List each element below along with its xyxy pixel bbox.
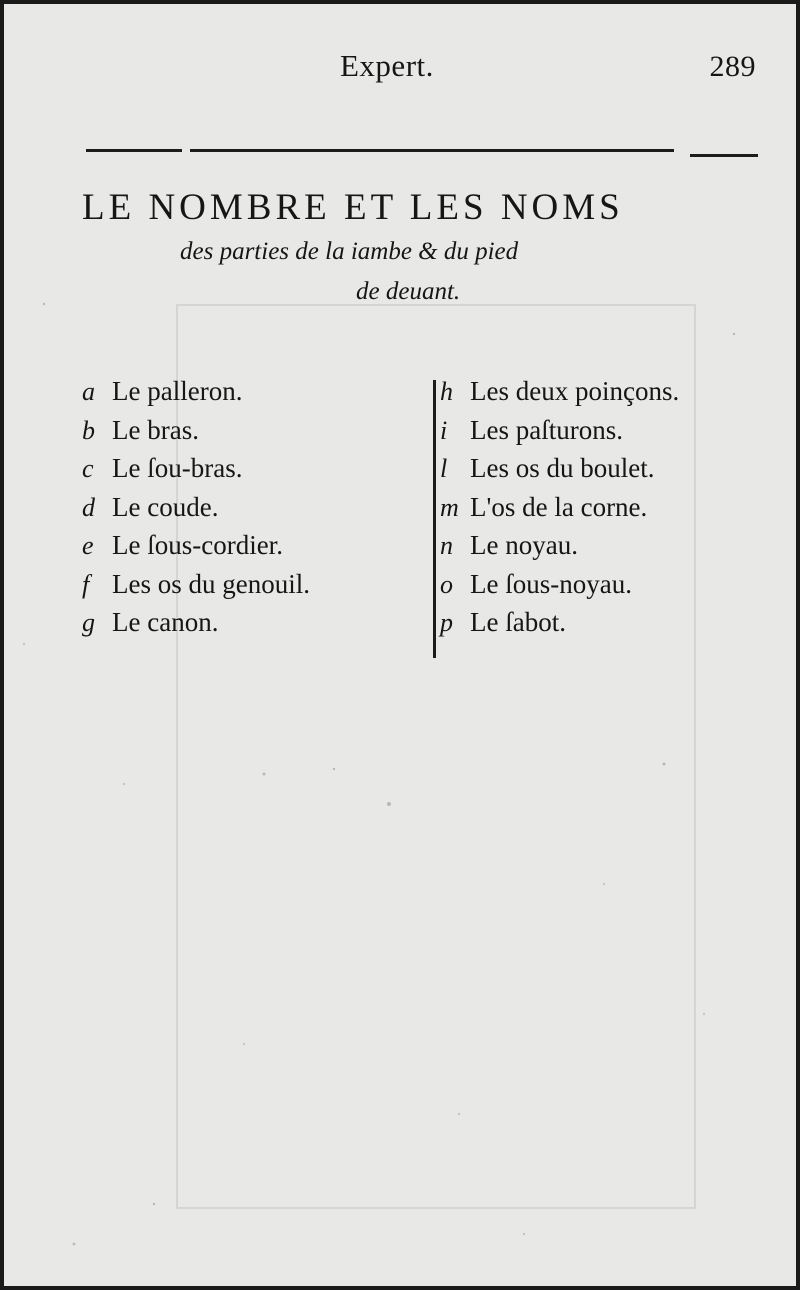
item-letter: m (440, 492, 459, 522)
item-label: Les os du boulet. (470, 453, 655, 483)
item-label: Le coude. (112, 491, 219, 522)
header-rule-right (690, 154, 758, 157)
list-item (440, 372, 679, 411)
list-item (82, 526, 310, 565)
list-item (440, 565, 679, 604)
item-letter: l (440, 454, 448, 483)
item-label: Les os du genouil. (112, 568, 310, 599)
item-letter: b (82, 415, 95, 445)
page-subtitle-continued: de deuant. (356, 278, 461, 305)
item-label: Le canon. (112, 607, 219, 637)
running-head: Expert. (340, 48, 434, 83)
list-item (440, 603, 679, 642)
list-item (440, 411, 679, 450)
item-label: Le bras. (112, 414, 199, 445)
parts-list-left (82, 372, 310, 642)
list-item (440, 526, 679, 565)
list-item (82, 603, 310, 642)
page-title: LE NOMBRE ET LES NOMS (82, 187, 624, 228)
parts-list-right (440, 372, 679, 642)
page-subtitle: des parties de la iambe & du pied (180, 238, 519, 265)
page-number: 289 (709, 50, 756, 83)
item-letter: e (82, 531, 94, 560)
item-label: Le noyau. (470, 530, 578, 560)
list-item (82, 411, 310, 450)
item-letter: h (440, 377, 453, 406)
column-divider (433, 380, 436, 658)
item-label: Le ſous-cordier. (112, 530, 283, 560)
item-letter: f (82, 569, 90, 599)
item-label: Le ſou-bras. (112, 453, 243, 483)
list-item (82, 565, 310, 604)
header-rule-center (190, 149, 674, 152)
item-letter: a (82, 377, 95, 406)
book-page (4, 4, 796, 1286)
item-label: Le ſabot. (470, 607, 566, 637)
item-letter: p (440, 608, 453, 637)
item-letter: n (440, 531, 453, 560)
item-letter: g (82, 608, 95, 637)
item-label: Le ſous-noyau. (470, 568, 632, 599)
header-rule-left (86, 149, 182, 152)
list-item (82, 372, 310, 411)
item-letter: c (82, 454, 94, 483)
item-letter: d (82, 492, 95, 522)
page-header (4, 42, 796, 102)
item-label: L'os de la corne. (470, 491, 648, 522)
list-item (440, 488, 679, 527)
item-label: Les deux poinçons. (470, 376, 680, 406)
list-item (82, 449, 310, 488)
item-label: Le palleron. (112, 376, 243, 406)
list-item (440, 449, 679, 488)
list-item (82, 488, 310, 527)
item-label: Les paſturons. (470, 414, 623, 445)
item-letter: o (440, 569, 453, 599)
item-letter: i (440, 415, 448, 445)
